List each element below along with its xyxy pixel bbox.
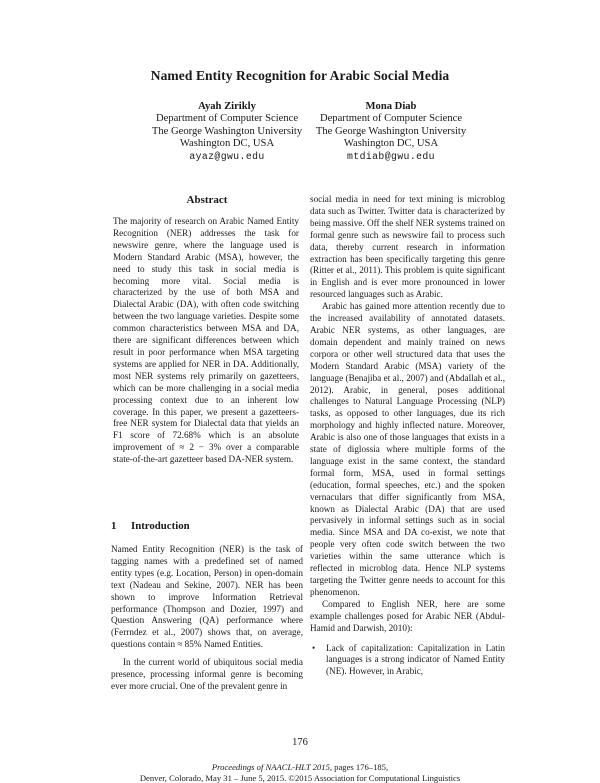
bullet-text: Lack of capitalization: Capitalization in Latin languages is a strong indicator of Named Entity (NE). However, in Arabic, (326, 642, 505, 677)
page-number: 176 (292, 737, 308, 748)
author-email: mtdiab@gwu.edu (347, 150, 435, 162)
footer-pages: , pages 176–185, (329, 762, 389, 772)
footer-line-1 (0, 762, 600, 773)
section-number: 1 (111, 520, 117, 532)
footer-line-2: Denver, Colorado, May 31 – June 5, 2015. ©2015 Association for Computational Linguistics (139, 772, 461, 783)
intro-paragraph-2 (111, 657, 303, 693)
paragraph-text: Named Entity Recognition (NER) is the task of tagging names with a predefined set of named entity types (e.g. Location, Person) in open-domain text (Nadeau and Sekine, 2007). NER has been shown to improve Information Retrieval performance (Thompson and Dozier, 1997) and Question Answering (QA) performance where (Ferrndez et al., 2007) shows that, on average, questions contain ≈ 85% Named Entities. (111, 544, 303, 650)
author-university: The George Washington University (151, 125, 303, 137)
section-heading (111, 520, 190, 532)
author-department: Department of Computer Science (319, 113, 463, 125)
author-name: Mona Diab (365, 101, 417, 112)
bullet-icon: • (312, 642, 316, 653)
author-location: Washington DC, USA (343, 138, 439, 150)
author-location: Washington DC, USA (179, 138, 275, 150)
intro-paragraph-1 (111, 544, 303, 651)
author-block-2 (266, 101, 516, 163)
author-email: ayaz@gwu.edu (189, 150, 265, 162)
right-column (310, 194, 505, 678)
author-department: Department of Computer Science (155, 113, 299, 125)
author-name: Ayah Zirikly (198, 101, 256, 112)
paragraph-text: In the current world of ubiquitous social media presence, processing informal genre is becoming ever more crucial. One of the prevalent genre in (111, 657, 303, 691)
author-university: The George Washington University (315, 125, 467, 137)
paper-title: Named Entity Recognition for Arabic Social Media (150, 68, 450, 83)
paragraph-text: social media in need for text mining is microblog data such as Twitter. Twitter data is characterized by being massive. Off the shelf NER systems trained on formal genre such as newswire fail to process such data, thereby current research in information extraction has been specifically targeting this genre (Ritter et al., 2011). This problem is quite significant in English and is ever more pronounced in lower resourced languages such as Arabic. (310, 194, 505, 300)
paragraph-text: Arabic has gained more attention recently due to the increased availability of annotated datasets. Arabic NER systems, as other languages, are domain dependent and mainly trained on news corpora or other well structured data that uses the Modern Standard Arabic (MSA) variety of the language (Benajiba et al., 2007) and (Abdallah et al., 2012). Arabic, in general, poses additional challenges to Natural Language Processing (NLP) tasks, as opposed to other languages, due its rich morphology and highly inflected nature. Moreover, Arabic is also one of those languages that exists in a state of diglossia where multiple forms of the language exist in the same context, the standard formal form, MSA, used in formal settings (education, formal speeches, etc.) and the spoken vernaculars that differ significantly from MSA, known as Dialectal Arabic (DA) that are used pervasively in informal settings such as in social media. Since MSA and DA co-exist, we note that people very often code switch between the two varieties within the same utterance which is reflected in microblog data. Hence NLP systems targeting the Twitter genre needs to account for this phenomenon. (310, 301, 505, 597)
footer (0, 762, 600, 783)
abstract-heading: Abstract (186, 194, 228, 206)
footer-venue: Proceedings of NAACL-HLT 2015 (211, 762, 330, 772)
spacer (310, 635, 505, 643)
abstract-text: The majority of research on Arabic Named Entity Recognition (NER) addresses the task for newswire genre, where the language used is Modern Standard Arabic (MSA), however, the need to study this task in social media is becoming more vital. Social media is characterized by the use of both MSA and Dialectal Arabic (DA), with often code switching between the two language varieties. Despite some common characteristics between MSA and DA, there are significant differences between which result in poor performance when MSA targeting systems are applied for NER in DA. Additionally, most NER systems rely primarily on gazetteers, which can be more challenging in a social media processing context due to an inherent low coverage. In this paper, we present a gazetteers-free NER system for Dialectal data that yields an F1 score of 72.68% which is an absolute improvement of ≈ 2 − 3% over a comparable state-of-the-art gazetteer based DA-NER system. (113, 216, 299, 465)
paragraph-text: Compared to English NER, here are some example challenges posed for Arabic NER (Abdul-Hamid and Darwish, 2010): (310, 598, 505, 633)
bullet-item (310, 643, 505, 679)
section-title: Introduction (131, 520, 190, 532)
